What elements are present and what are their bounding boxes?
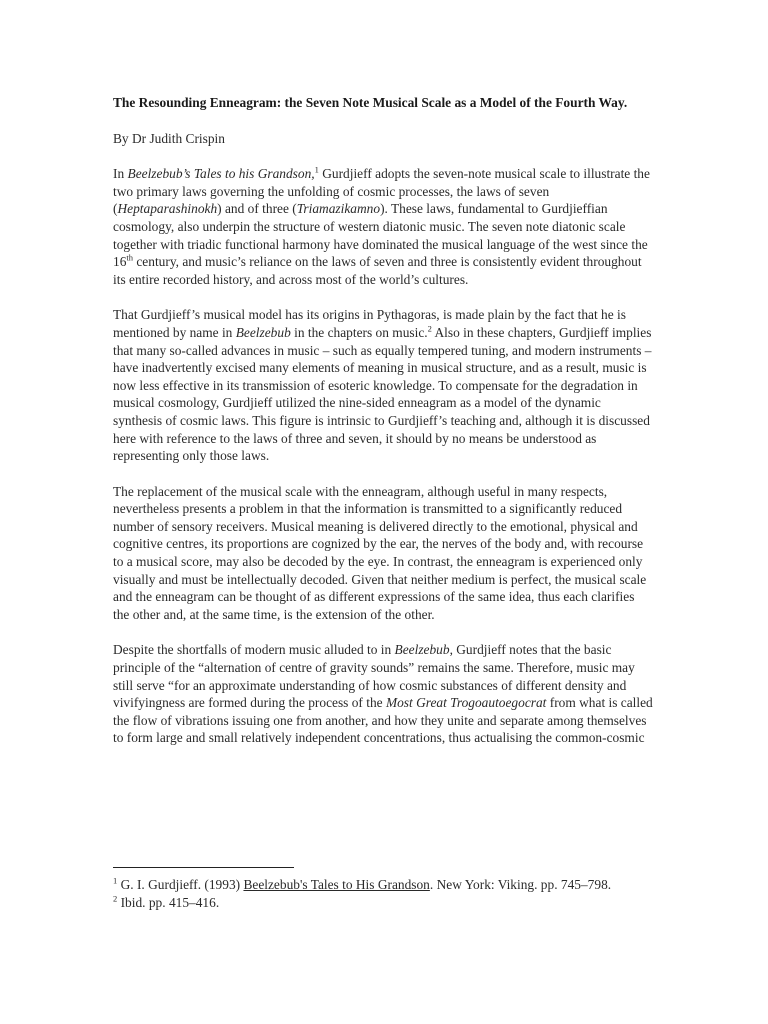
paragraph-text: in the chapters on music. [290, 324, 428, 340]
paragraph-text: from what is called the flow of vibrations issuing one from another, and how they unite and separate among themselves to form large and small relatively independent concentrations, thus actualising the common-cosmic [113, 695, 653, 746]
paragraph-text: ) and of three ( [217, 201, 297, 217]
paragraph-2 [113, 306, 653, 464]
paragraph-text: Gurdjieff adopts the seven-note musical scale to illustrate the two primary laws governing the unfolding of cosmic processes, the laws of seven ( [113, 166, 650, 217]
paragraph-text: , Gurdjieff notes that the basic principle of the “alternation of centre of gravity sounds” remains the same. Therefore, music may still serve “for an approximate understanding of how cosmic substances of different density and vivifyingness are formed during the process of the [113, 642, 635, 711]
term-italic: Most Great Trogoautoegocrat [385, 695, 547, 711]
footnote-1 [113, 876, 658, 894]
paragraph-3: The replacement of the musical scale with the enneagram, although useful in many respects, nevertheless presents a problem in that the information is transmitted to a significantly reduced number of sensory receivers. Musical meaning is delivered directly to the emotional, physical and cognitive centres, its proportions are cognized by the ear, the nerves of the body and, with recourse to a musical score, may also be decoded by the eye. In contrast, the enneagram is experienced only visually and must be intellectually decoded. Given that neither medium is perfect, the musical scale and the enneagram can be thought of as different expressions of the same idea, thus each clarifies the other and, at the same time, is the extension of the other. [113, 483, 647, 622]
paragraph-4 [113, 641, 653, 747]
paragraph-text: Also in these chapters, Gurdjieff implies that many so-called advances in music – such as equally tempered tuning, and modern instruments – have inadvertently excised many elements of meaning in musical structure, and as a result, music is now less effective in its transmission of esoteric knowledge. To compensate for the degradation in musical cosmology, Gurdjieff utilized the nine-sided enneagram as a model of the dynamic synthesis of cosmic laws. This figure is intrinsic to Gurdjieff’s teaching and, although it is discussed here with reference to the laws of three and seven, it should by no means be understood as representing only those laws. [113, 324, 652, 464]
term-italic: Heptaparashinokh [117, 201, 218, 217]
term-italic: Triamazikamno [296, 201, 381, 217]
paragraph-text: In [113, 166, 128, 182]
paragraph-text: century, and music’s reliance on the laws of seven and three is consistently evident throughout its entire recorded history, and across most of the world’s cultures. [113, 254, 642, 287]
paragraph-text: ). These laws, fundamental to Gurdjieffian cosmology, also underpin the structure of western diatonic music. The seven note diatonic scale together with triadic functional harmony have dominated the musical language of the west since the 16 [113, 201, 648, 270]
footnote-ref-1[interactable]: 1 [314, 164, 319, 175]
footnote-separator [113, 867, 294, 868]
footnotes [113, 876, 658, 911]
footnote-citation-title: Beelzebub's Tales to His Grandson [243, 877, 430, 892]
book-title-italic: Beelzebub’s Tales to his Grandson, [127, 166, 315, 182]
footnote-mark: 2 [113, 893, 118, 904]
document-author: By Dr Judith Crispin [113, 130, 225, 146]
document-title: The Resounding Enneagram: the Seven Note Musical Scale as a Model of the Fourth Way. [113, 95, 628, 110]
ordinal-superscript: th [126, 252, 134, 263]
footnote-mark: 1 [113, 875, 118, 886]
footnote-text: Ibid. pp. 415–416. [117, 894, 220, 910]
footnote-text: . New York: Viking. pp. 745–798. [429, 877, 612, 892]
book-title-italic: Beelzebub [235, 324, 291, 340]
footnote-text: G. I. Gurdjieff. (1993) [117, 877, 244, 892]
footnote-ref-2[interactable]: 2 [427, 323, 432, 334]
footnote-2 [113, 894, 658, 912]
book-title-italic: Beelzebub [394, 642, 450, 658]
paragraph-1 [113, 165, 653, 288]
document-body [113, 94, 653, 747]
paragraph-text: That Gurdjieff’s musical model has its origins in Pythagoras, is made plain by the fact that he is mentioned by name in [113, 307, 626, 340]
paragraph-text: Despite the shortfalls of modern music alluded to in [113, 642, 395, 658]
